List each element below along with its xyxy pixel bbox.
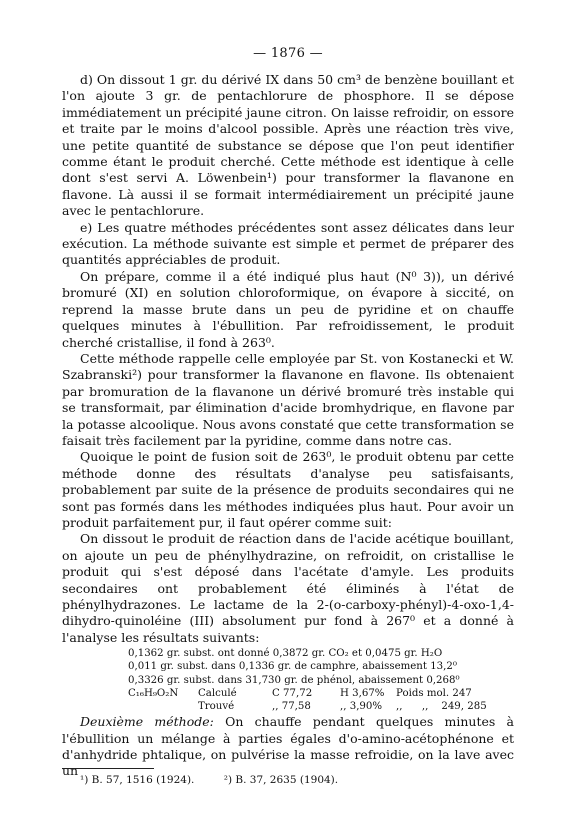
footnote-1: ¹) B. 57, 1516 (1924).	[80, 774, 195, 786]
found-row	[128, 700, 514, 713]
analysis-results	[128, 647, 514, 713]
found-hydrogen: ,, 3,90%	[340, 701, 383, 713]
second-method-text: On chauffe pendant quelques minutes à l'ébullition un mélange à parties égales d'o-amino-acétophénone et d'anhydride phtalique, on pulvérise la masse refroidie, on la lave avec un	[62, 714, 514, 779]
page-number: — 1876 —	[253, 46, 323, 61]
paragraph-method-e: e) Les quatre méthodes précédentes sont assez délicates dans leur exécution. La méthode suivante est simple et permet de préparer des quantités appréciables de produit.	[62, 219, 514, 268]
calculated-carbon: C 77,72	[272, 687, 313, 699]
footnotes	[80, 774, 338, 786]
paragraph-preparation: On prépare, comme il a été indiqué plus haut (N⁰ 3)), un dérivé bromuré (XI) en solution chloroformique, on évapore à siccité, on reprend la masse brute dans un peu de pyridine et on chauffe quelques minutes à l'ébullition. Par refroidissement, le produit cherché cristallise, il fond à 263⁰.	[62, 268, 514, 350]
found-carbon: ,, 77,58	[272, 701, 311, 713]
analysis-line: 0,1362 gr. subst. ont donné 0,3872 gr. CO₂ et 0,0475 gr. H₂O	[128, 648, 443, 660]
paragraph-method-d: d) On dissout 1 gr. du dérivé IX dans 50 cm³ de benzène bouillant et l'on ajoute 3 gr. de pentachlorure de phosphore. Il se dépose immédiatement un précipité jaune citron. On laisse refroidir, on essore et traite par le moins d'alcool possible. Après une réaction très vive, une petite quantité de substance se dépose que l'on peut identifier comme étant le produit cherché. Cette méthode est identique à celle dont s'est servi A. Löwenbein¹) pour transformer la flavanone en flavone. Là aussi il se formait intermédiairement un précipité jaune avec le pentachlorure.	[62, 72, 514, 219]
calculated-row	[128, 687, 514, 700]
footnote-2: ²) B. 37, 2635 (1904).	[223, 774, 339, 786]
molecular-formula: C₁₆H₉O₂N	[128, 687, 179, 699]
analysis-line: 0,011 gr. subst. dans 0,1336 gr. de camphre, abaissement 13,2⁰	[128, 661, 457, 673]
calculated-molar-weight: Poids mol. 247	[396, 687, 472, 699]
paragraph-kostanecki: Cette méthode rappelle celle employée par St. von Kostanecki et W. Szabranski²) pour transformer la flavanone en flavone. Ils obtenaient par bromuration de la flavanone un dérivé bromuré très instable qui se transformait, par élimination d'acide bromhydrique, en flavone par la potasse alcoolique. Nous avons constaté que cette transformation se faisait très facilement par la pyridine, comme dans notre cas.	[62, 350, 514, 448]
calculated-hydrogen: H 3,67%	[340, 687, 385, 699]
paragraph-purification: On dissout le produit de réaction dans de l'acide acétique bouillant, on ajoute un peu de phénylhydrazine, on refroidit, on cristallise le produit qui s'est déposé dans l'acétate d'amyle. Les produits secondaires ont probablement été éliminés à l'état de phénylhydrazones. Le lactame de la 2-(o-carboxy-phényl)-4-oxo-1,4-dihydro-quinoléine (III) absolument pur fond à 267⁰ et a donné à l'analyse les résultats suivants:	[62, 531, 514, 645]
footnote-divider	[62, 768, 154, 769]
body-text	[62, 72, 514, 780]
paragraph-second-method	[62, 714, 514, 780]
found-label: Trouvé	[198, 701, 235, 713]
second-method-label: Deuxième méthode:	[80, 714, 214, 730]
calculated-label: Calculé	[198, 687, 237, 699]
found-molar-weight: ,, ,, 249, 285	[396, 701, 487, 713]
analysis-line: 0,3326 gr. subst. dans 31,730 gr. de phénol, abaissement 0,268⁰	[128, 674, 460, 686]
paragraph-purity: Quoique le point de fusion soit de 263⁰, le produit obtenu par cette méthode donne des résultats d'analyse peu satisfaisants, probablement par suite de la présence de produits secondaires qui ne sont pas formés dans les méthodes indiquées plus haut. Pour avoir un produit parfaitement pur, il faut opérer comme suit:	[62, 449, 514, 530]
